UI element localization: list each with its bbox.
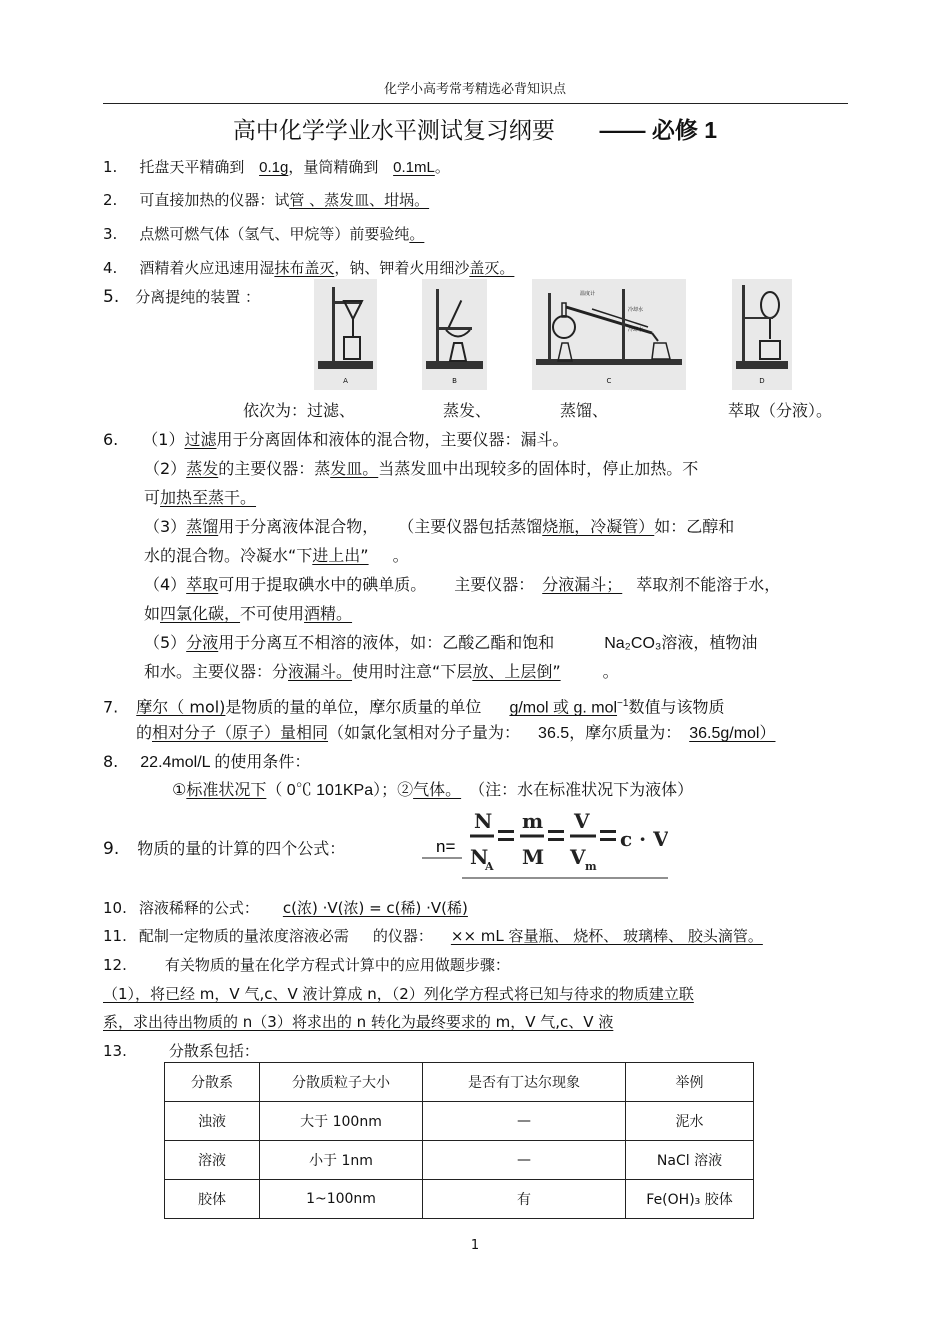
table-header-cell: 是否有丁达尔现象 (423, 1063, 626, 1102)
formula-N: N (474, 809, 493, 833)
item-1: 1. 托盘天平精确到 0.1g，量筒精确到 0.1mL。 (103, 158, 450, 176)
table-header-row (165, 1063, 754, 1102)
title-main: 高中化学学业水平测试复习纲要 (232, 118, 555, 144)
apparatus-c-label-thermometer: 温度计 (580, 291, 596, 297)
item-12-line-2: （1），将已经 m，V 气,c、V 液计算成 n，（2）列化学方程式将已知与待求的物质建立联 (103, 985, 694, 1003)
item-6-line-5: 水的混合物。冷凝水“下进上出” 。 (144, 546, 409, 565)
item-10: 10. 溶液稀释的公式： c(浓) ·V(浓) = c(稀) ·V(稀) (103, 899, 468, 917)
separation-sequence: 依次为：过滤、 (243, 401, 356, 420)
table-cell: — (423, 1102, 626, 1141)
table-cell: 大于 100nm (260, 1102, 423, 1141)
item-8-line-2: ①标准状况下（ 0℃ 101KPa）；②气体。 （注：水在标准状况下为液体） (172, 780, 694, 799)
item-2: 2. 可直接加热的仪器：试管 、蒸发皿、坩埚。 (103, 191, 430, 209)
formula-Vm: V (570, 845, 586, 869)
table-cell: 小于 1nm (260, 1141, 423, 1180)
item-6-line-3: 可加热至蒸干。 (144, 488, 257, 507)
table-cell: 胶体 (165, 1180, 260, 1219)
apparatus-label-a: A (343, 377, 348, 385)
table-cell: 1~100nm (260, 1180, 423, 1219)
item-8-line-1: 8. 22.4mol/L 的使用条件： (103, 752, 311, 771)
item-7-line-2: 的相对分子（原子）量相同（如氯化氢相对分子量为： 36.5，摩尔质量为： 36.5g/mol） (136, 723, 776, 742)
item-6-line-7: 如四氯化碳，不可使用酒精。 (144, 604, 353, 623)
item-6-line-9: 和水。主要仪器：分液漏斗。使用时注意“下层放、上层倒” 。 (144, 662, 619, 681)
table-row (165, 1102, 754, 1141)
apparatus-c-label-water-in: 冷却水 (628, 307, 644, 313)
apparatus-c-label-water-out: 冷却水 (628, 327, 644, 333)
formula-NA: N (470, 845, 489, 869)
table-cell: 泥水 (626, 1102, 754, 1141)
apparatus-label-c: C (606, 377, 612, 385)
mole-formula (422, 806, 668, 880)
table-header-cell: 举例 (626, 1063, 754, 1102)
table-header-cell: 分散系 (165, 1063, 260, 1102)
item-12-line-1: 12. 有关物质的量在化学方程式计算中的应用做题步骤： (103, 956, 510, 974)
formula-V: V (574, 809, 590, 833)
table-cell: — (423, 1141, 626, 1180)
item-9: 9. 物质的量的计算的四个公式： (103, 839, 346, 859)
evaporation-apparatus-image (422, 279, 487, 390)
item-4: 4. 酒精着火应迅速用湿抹布盖灭，钠、钾着火用细沙盖灭。 (103, 259, 515, 277)
table-cell: NaCl 溶液 (626, 1141, 754, 1180)
item-6-line-8: （5）分液用于分离互不相溶的液体，如：乙酸乙酯和饱和 Na₂CO₃溶液，植物油 (144, 633, 758, 652)
item-6-line-2: （2）蒸发的主要仪器：蒸发皿。当蒸发皿中出现较多的固体时，停止加热。不 (144, 459, 699, 478)
item-3: 3. 点燃可燃气体（氢气、甲烷等）前要验纯。 (103, 225, 425, 243)
formula-M: M (522, 845, 545, 869)
distillation-apparatus-image (532, 279, 686, 390)
item-12-line-3: 系，求出待出物质的 n（3）将求出的 n 转化为最终要求的 m，V 气,c、V 液 (103, 1013, 614, 1031)
formula-cV: c · V (620, 827, 668, 851)
sequence-distillation: 蒸馏、 (560, 401, 609, 420)
formula-m: m (522, 809, 544, 833)
item-7-line-1: 7. 摩尔（ mol)是物质的量的单位，摩尔质量的单位 g/mol 或 g. mol$^{-1}$数值与该物质 (103, 697, 725, 717)
table-cell: 有 (423, 1180, 626, 1219)
header-rule (103, 103, 848, 104)
sequence-evaporation: 蒸发、 (443, 401, 492, 420)
sequence-extraction: 萃取（分液）。 (728, 401, 833, 420)
page-number: 1 (470, 1238, 480, 1253)
page-header: 化学小高考常考精选必背知识点 (383, 82, 566, 97)
table-row (165, 1141, 754, 1180)
table-cell: 浊液 (165, 1102, 260, 1141)
item-13: 13. 分散系包括： (103, 1042, 259, 1060)
formula-Vm-sub: m (585, 860, 597, 873)
item-5: 5. 分离提纯的装置 ： (103, 287, 261, 307)
table-header-cell: 分散质粒子大小 (260, 1063, 423, 1102)
item-6-line-4: （3）蒸馏用于分离液体混合物， （主要仪器包括蒸馏烧瓶，冷凝管）如：乙醇和 (144, 517, 735, 536)
formula-NA-sub: A (485, 860, 494, 873)
page-title (0, 112, 950, 145)
item-11: 11. 配制一定物质的量浓度溶液必需 的仪器： ×× mL 容量瓶、 烧杯、 玻璃棒、 胶头滴管。 (103, 927, 763, 945)
title-sub: —— 必修 1 (599, 117, 718, 143)
dispersion-table (164, 1062, 754, 1219)
filtration-apparatus-image (314, 279, 377, 390)
table-cell: Fe(OH)₃ 胶体 (626, 1180, 754, 1219)
apparatus-label-b: B (452, 377, 457, 385)
item-6-line-6: （4）萃取可用于提取碘水中的碘单质。 主要仪器： 分液漏斗； 萃取剂不能溶于水， (144, 575, 781, 594)
apparatus-label-d: D (759, 377, 765, 385)
table-cell: 溶液 (165, 1141, 260, 1180)
table-row (165, 1180, 754, 1219)
item-6-line-1: 6. （1）过滤用于分离固体和液体的混合物，主要仪器：漏斗。 (103, 430, 569, 449)
formula-n-label: n= (436, 837, 456, 856)
extraction-apparatus-image (732, 279, 792, 390)
